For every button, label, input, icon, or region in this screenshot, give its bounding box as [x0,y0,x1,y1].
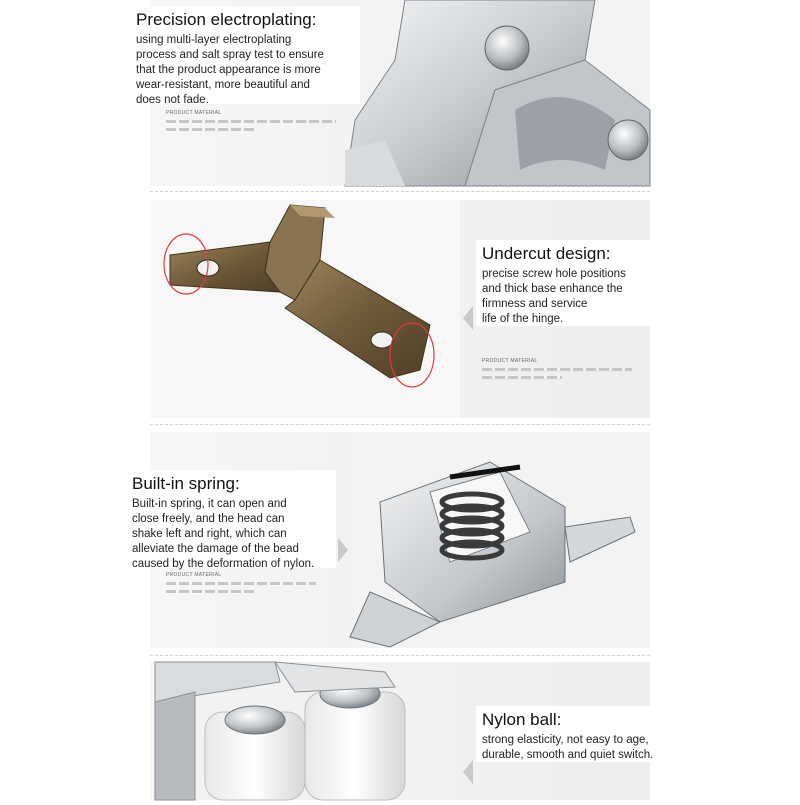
section-nylon [150,662,654,800]
material-fine-print [166,128,256,131]
material-heading: PRODUCT MATERIAL [482,358,538,364]
electroplated-latch-photo [345,0,650,186]
pointer-arrow-icon [463,760,473,784]
text-block-nylon [476,706,676,762]
pointer-arrow-icon [463,306,473,330]
section-title: Precision electroplating: [136,10,317,29]
section-title: Undercut design: [482,244,611,263]
divider [150,424,650,425]
material-fine-print [482,376,562,379]
divider [150,191,650,192]
section-title: Nylon ball: [482,710,562,729]
section-undercut [150,200,650,418]
material-fine-print [482,368,632,371]
section-description: Built-in spring, it can open and close freely, and the head can shake left and right, which can alleviate the damage of the bead caused by the deformation of nylon. [132,498,315,570]
section-title: Built-in spring: [132,474,240,493]
text-block-spring [126,470,336,568]
material-fine-print [166,590,256,593]
section-description: using multi-layer electroplating process and salt spray test to ensure that the product appearance is more wear-resistant, more beautiful and does not fade. [136,34,324,106]
bronze-strike-plate-photo [150,200,460,418]
material-fine-print [166,582,316,585]
material-fine-print [166,120,336,123]
material-heading: PRODUCT MATERIAL [166,110,222,116]
pointer-arrow-icon [338,538,348,562]
section-spring [132,432,650,648]
spring-latch-photo [350,432,650,648]
text-block-undercut [476,240,666,326]
divider [150,655,650,656]
section-description: strong elasticity, not easy to age, durable, smooth and quiet switch. [482,734,654,761]
section-description: precise screw hole positions and thick base enhance the firmness and service life of the hinge. [482,268,626,325]
nylon-ball-latch-photo [155,662,455,800]
section-electroplating [136,0,650,186]
material-heading: PRODUCT MATERIAL [166,572,222,578]
text-block-electroplating [130,6,360,104]
